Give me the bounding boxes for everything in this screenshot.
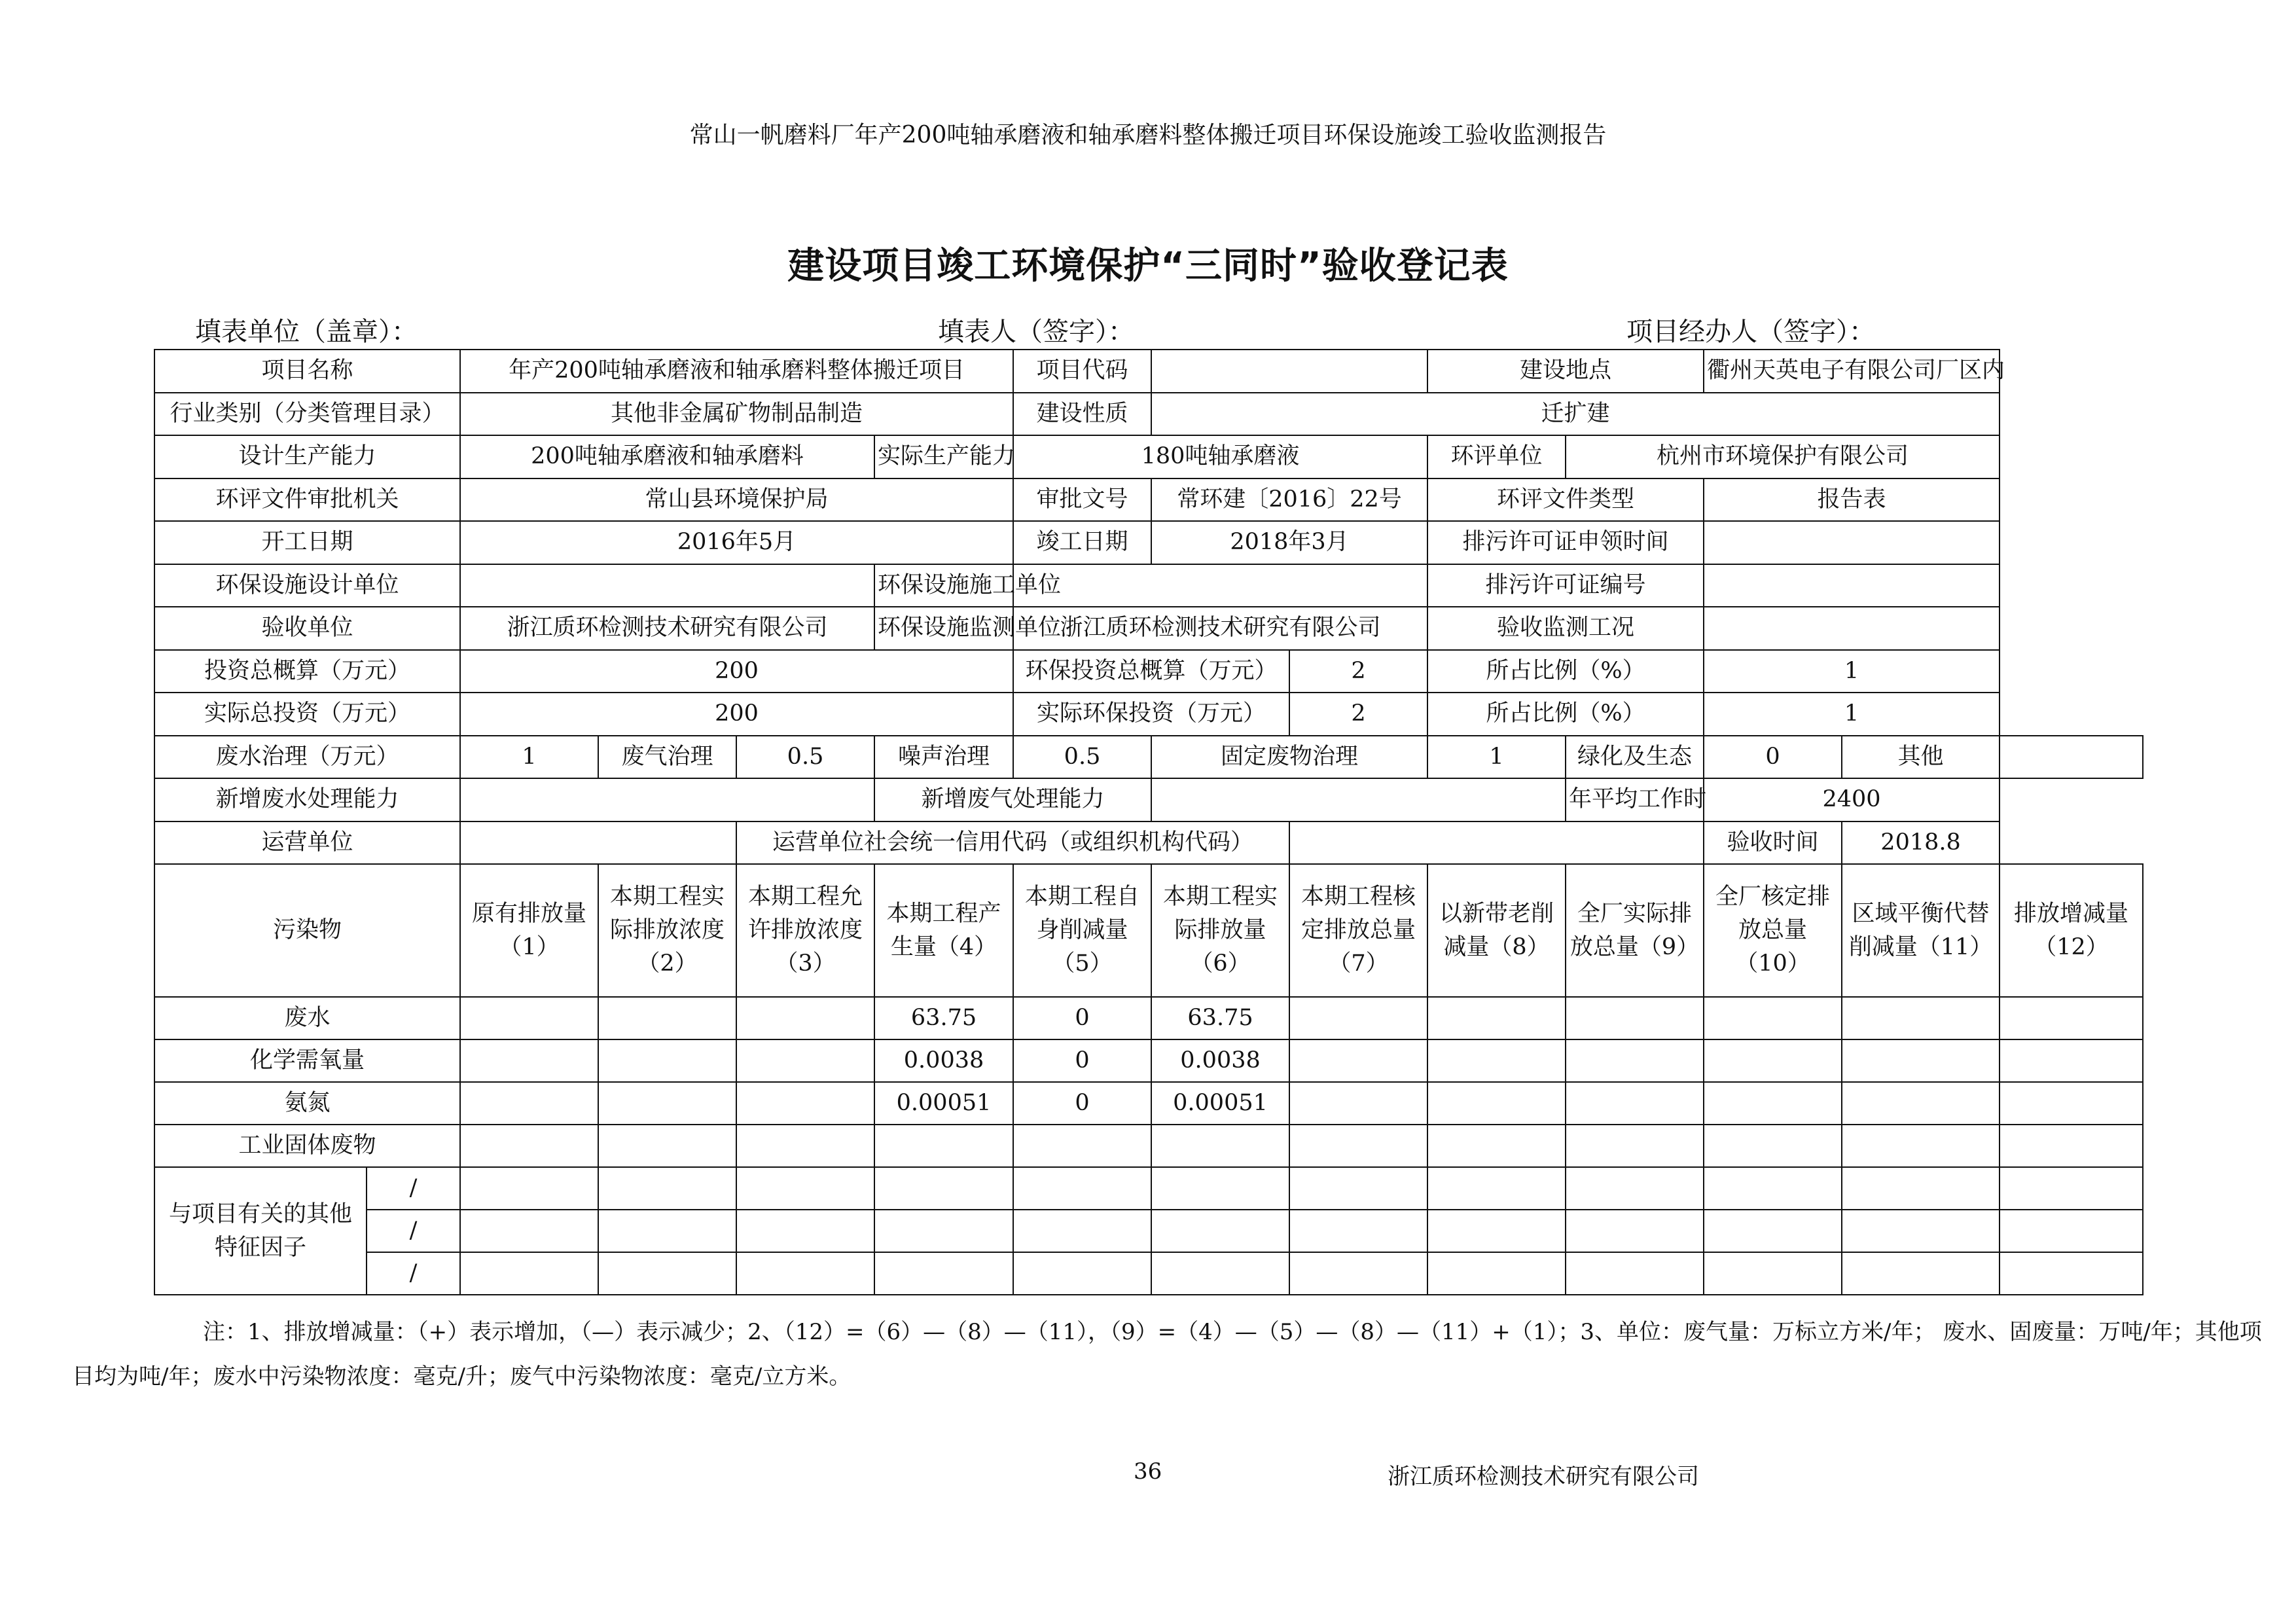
pollutant-name: 工业固体废物 — [154, 1125, 460, 1167]
factor-row — [154, 1167, 2143, 1210]
industry-value: 其他非金属矿物制品制造 — [460, 393, 1013, 436]
acceptance-unit-value: 浙江质环检测技术研究有限公司 — [460, 607, 874, 650]
pollutant-row — [154, 997, 2143, 1039]
nature-label: 建设性质 — [1013, 393, 1151, 436]
pollutant-value: 0.00051 — [1151, 1082, 1289, 1125]
other-factors-label: 与项目有关的其他特征因子 — [154, 1167, 367, 1295]
table-row — [154, 435, 2143, 478]
total-budget-label: 投资总概算（万元） — [154, 650, 460, 693]
table-note: 注：1、排放增减量：（+）表示增加，（—）表示减少；2、（12）=（6）—（8）—（11），（9）=（4）—（5）—（8）—（11）+（1）；3、单位：废气量：万标立方米/年； 废水、固废量：万吨/年；其他项目均为吨/年；废水中污染物浓度：毫克/升；废气中污染物浓度：毫克/立方米。 — [72, 1319, 2262, 1390]
pollutant-col-3: 本期工程允许排放浓度（3） — [736, 864, 874, 997]
pollutant-value — [598, 997, 736, 1039]
new-gas-cap-label: 新增废气处理能力 — [874, 778, 1151, 821]
factor-value — [1842, 1167, 2000, 1210]
factor-value — [736, 1210, 874, 1252]
pollutant-value — [736, 1039, 874, 1082]
pollutant-value — [2000, 997, 2143, 1039]
factor-value — [1427, 1167, 1566, 1210]
factor-row — [154, 1210, 2143, 1252]
ratio-actual-value: 1 — [1704, 693, 2000, 736]
approval-no-label: 审批文号 — [1013, 478, 1151, 522]
factor-value — [1566, 1210, 1704, 1252]
pollutant-value — [1289, 997, 1427, 1039]
pollutant-name: 化学需氧量 — [154, 1039, 460, 1082]
pollutant-value — [2000, 1125, 2143, 1167]
permit-time-label: 排污许可证申领时间 — [1427, 521, 1704, 564]
location-label: 建设地点 — [1427, 350, 1704, 393]
pollutant-value — [1013, 1125, 1151, 1167]
pollutant-value: 0 — [1013, 1039, 1151, 1082]
pollutant-col-6: 本期工程实际排放量（6） — [1151, 864, 1289, 997]
pollutant-name: 废水 — [154, 997, 460, 1039]
factor-value — [598, 1252, 736, 1295]
pollutant-col-4: 本期工程产生量（4） — [874, 864, 1013, 997]
factor-value — [460, 1167, 598, 1210]
approval-authority-value: 常山县环境保护局 — [460, 478, 1013, 522]
pollutant-value — [1566, 1125, 1704, 1167]
factor-value — [1151, 1210, 1289, 1252]
factor-value — [1566, 1167, 1704, 1210]
pollutant-value — [1842, 1125, 2000, 1167]
new-gas-cap-value — [1151, 778, 1566, 821]
pollutant-col-2: 本期工程实际排放浓度（2） — [598, 864, 736, 997]
factor-value — [874, 1167, 1013, 1210]
pollutant-value — [874, 1125, 1013, 1167]
pollutant-value — [1151, 1125, 1289, 1167]
factor-value — [460, 1252, 598, 1295]
acceptance-time-label: 验收时间 — [1704, 821, 1842, 865]
actual-capacity-value: 180吨轴承磨液 — [1013, 435, 1427, 478]
pollutant-row — [154, 1039, 2143, 1082]
construction-unit-value — [1013, 564, 1427, 607]
env-actual-label: 实际环保投资（万元） — [1013, 693, 1289, 736]
pollutant-value — [1427, 1125, 1566, 1167]
location-value: 衢州天英电子有限公司厂区内 — [1704, 350, 2000, 393]
factor-value — [1427, 1252, 1566, 1295]
total-actual-label: 实际总投资（万元） — [154, 693, 460, 736]
pollutant-value — [460, 997, 598, 1039]
eia-unit-label: 环评单位 — [1427, 435, 1566, 478]
pollutant-col-8: 以新带老削减量（8） — [1427, 864, 1566, 997]
ratio-budget-value: 1 — [1704, 650, 2000, 693]
pollutant-col-7: 本期工程核定排放总量（7） — [1289, 864, 1427, 997]
monitoring-unit-value: 浙江质环检测技术研究有限公司 — [1013, 607, 1427, 650]
signature-unit-label: 填表单位（盖章）： — [195, 317, 418, 347]
pollutant-value: 0.0038 — [1151, 1039, 1289, 1082]
factor-value — [1013, 1252, 1151, 1295]
factor-value — [598, 1210, 736, 1252]
start-date-label: 开工日期 — [154, 521, 460, 564]
project-name-value: 年产200吨轴承磨液和轴承磨料整体搬迁项目 — [460, 350, 1013, 393]
pollutant-value — [1704, 1082, 1842, 1125]
table-row — [154, 393, 2143, 436]
pollutant-value — [460, 1082, 598, 1125]
pollutant-value — [1566, 1039, 1704, 1082]
factor-value — [1013, 1167, 1151, 1210]
table-row — [154, 778, 2143, 821]
project-name-label: 项目名称 — [154, 350, 460, 393]
construction-unit-label: 环保设施施工单位 — [874, 564, 1013, 607]
page-title: 建设项目竣工环境保护“三同时”验收登记表 — [787, 245, 1509, 287]
project-code-label: 项目代码 — [1013, 350, 1151, 393]
gas-treat-value: 0.5 — [736, 736, 874, 779]
table-row — [154, 564, 2143, 607]
factor-value — [460, 1210, 598, 1252]
factor-value — [1704, 1167, 1842, 1210]
pollutant-value: 63.75 — [874, 997, 1013, 1039]
factor-value — [1013, 1210, 1151, 1252]
factor-value — [598, 1167, 736, 1210]
pollutant-value — [1842, 1082, 2000, 1125]
report-header: 常山一帆磨料厂年产200吨轴承磨液和轴承磨料整体搬迁项目环保设施竣工验收监测报告 — [689, 122, 1607, 149]
pollutant-value — [1289, 1125, 1427, 1167]
factor-value — [1704, 1210, 1842, 1252]
env-budget-label: 环保投资总概算（万元） — [1013, 650, 1289, 693]
operator-value — [460, 821, 736, 865]
pollutant-body — [154, 997, 2143, 1167]
signature-manager-label: 项目经办人（签字）： — [1626, 317, 1875, 347]
pollutant-col-12: 排放增减量（12） — [2000, 864, 2143, 997]
design-unit-label: 环保设施设计单位 — [154, 564, 460, 607]
acceptance-time-value: 2018.8 — [1842, 821, 2000, 865]
pollutant-value — [2000, 1082, 2143, 1125]
pollutant-col-1: 原有排放量（1） — [460, 864, 598, 997]
solid-treat-value: 1 — [1427, 736, 1566, 779]
annual-hours-label: 年平均工作时 — [1566, 778, 1704, 821]
monitoring-condition-value — [1704, 607, 2000, 650]
design-capacity-value: 200吨轴承磨液和轴承磨料 — [460, 435, 874, 478]
factor-value — [2000, 1210, 2143, 1252]
pollutant-value — [598, 1082, 736, 1125]
env-actual-value: 2 — [1289, 693, 1427, 736]
permit-time-value — [1704, 521, 2000, 564]
ratio-budget-label: 所占比例（%） — [1427, 650, 1704, 693]
page-number: 36 — [1134, 1458, 1162, 1485]
greening-label: 绿化及生态 — [1566, 736, 1704, 779]
pollutant-value — [598, 1039, 736, 1082]
actual-capacity-label: 实际生产能力 — [874, 435, 1013, 478]
pollutant-value — [736, 1125, 874, 1167]
table-row — [154, 521, 2143, 564]
table-row — [154, 821, 2143, 865]
pollutant-value — [1842, 1039, 2000, 1082]
monitoring-condition-label: 验收监测工况 — [1427, 607, 1704, 650]
factor-value — [2000, 1167, 2143, 1210]
industry-label: 行业类别（分类管理目录） — [154, 393, 460, 436]
factor-value — [1289, 1167, 1427, 1210]
pollutant-row — [154, 1082, 2143, 1125]
factor-value — [874, 1252, 1013, 1295]
pollutant-value — [1427, 1039, 1566, 1082]
pollutant-value — [460, 1039, 598, 1082]
design-unit-value — [460, 564, 874, 607]
other-value — [2000, 736, 2143, 779]
footer-company: 浙江质环检测技术研究有限公司 — [1388, 1464, 1699, 1490]
pollutant-value — [1842, 997, 2000, 1039]
solid-treat-label: 固定废物治理 — [1151, 736, 1427, 779]
total-budget-value: 200 — [460, 650, 1013, 693]
pollutant-value — [1427, 997, 1566, 1039]
pollutant-name: 氨氮 — [154, 1082, 460, 1125]
pollutant-value — [1427, 1082, 1566, 1125]
factor-row — [154, 1252, 2143, 1295]
greening-value: 0 — [1704, 736, 1842, 779]
pollutant-header: 污染物 — [154, 864, 460, 997]
table-row — [154, 607, 2143, 650]
operator-label: 运营单位 — [154, 821, 460, 865]
pollutant-col-11: 区域平衡代替削减量（11） — [1842, 864, 2000, 997]
pollutant-value — [2000, 1039, 2143, 1082]
credit-code-value — [1289, 821, 1704, 865]
pollutant-value — [460, 1125, 598, 1167]
project-code-value — [1151, 350, 1427, 393]
pollutant-value — [736, 1082, 874, 1125]
new-water-cap-label: 新增废水处理能力 — [154, 778, 460, 821]
finish-date-value: 2018年3月 — [1151, 521, 1427, 564]
env-budget-value: 2 — [1289, 650, 1427, 693]
pollutant-value: 63.75 — [1151, 997, 1289, 1039]
factor-value — [736, 1167, 874, 1210]
other-label: 其他 — [1842, 736, 2000, 779]
nature-value: 迁扩建 — [1151, 393, 2000, 436]
pollutant-value — [598, 1125, 736, 1167]
approval-authority-label: 环评文件审批机关 — [154, 478, 460, 522]
factor-value — [1704, 1252, 1842, 1295]
ratio-actual-label: 所占比例（%） — [1427, 693, 1704, 736]
other-factors-body — [154, 1167, 2143, 1295]
factor-value — [2000, 1252, 2143, 1295]
factor-value — [1151, 1167, 1289, 1210]
pollutant-value — [1704, 1125, 1842, 1167]
table-row — [154, 350, 2143, 393]
signature-filler-label: 填表人（签字）： — [938, 317, 1134, 347]
new-water-cap-value — [460, 778, 874, 821]
pollutant-value — [1289, 1082, 1427, 1125]
permit-no-value — [1704, 564, 2000, 607]
design-capacity-label: 设计生产能力 — [154, 435, 460, 478]
pollutant-value: 0.0038 — [874, 1039, 1013, 1082]
eia-type-value: 报告表 — [1704, 478, 2000, 522]
pollutant-value — [1566, 997, 1704, 1039]
pollutant-header-row — [154, 864, 2143, 997]
factor-value — [1289, 1252, 1427, 1295]
factor-value — [1289, 1210, 1427, 1252]
wastewater-treat-label: 废水治理（万元） — [154, 736, 460, 779]
factor-name: / — [367, 1252, 460, 1295]
pollutant-value — [1566, 1082, 1704, 1125]
start-date-value: 2016年5月 — [460, 521, 1013, 564]
annual-hours-value: 2400 — [1704, 778, 2000, 821]
monitoring-unit-label: 环保设施监测单位 — [874, 607, 1013, 650]
factor-value — [1842, 1210, 2000, 1252]
pollutant-value — [1704, 1039, 1842, 1082]
eia-unit-value: 杭州市环境保护有限公司 — [1566, 435, 2000, 478]
table-row — [154, 693, 2143, 736]
factor-name: / — [367, 1210, 460, 1252]
table-row — [154, 736, 2143, 779]
pollutant-value: 0 — [1013, 997, 1151, 1039]
permit-no-label: 排污许可证编号 — [1427, 564, 1704, 607]
pollutant-value — [736, 997, 874, 1039]
pollutant-col-10: 全厂核定排放总量（10） — [1704, 864, 1842, 997]
credit-code-label: 运营单位社会统一信用代码（或组织机构代码） — [736, 821, 1289, 865]
pollutant-value — [1704, 997, 1842, 1039]
noise-treat-value: 0.5 — [1013, 736, 1151, 779]
registration-table — [154, 349, 2144, 1295]
factor-name: / — [367, 1167, 460, 1210]
factor-value — [736, 1252, 874, 1295]
pollutant-value — [1289, 1039, 1427, 1082]
gas-treat-label: 废气治理 — [598, 736, 736, 779]
noise-treat-label: 噪声治理 — [874, 736, 1013, 779]
pollutant-row — [154, 1125, 2143, 1167]
pollutant-col-5: 本期工程自身削减量（5） — [1013, 864, 1151, 997]
total-actual-value: 200 — [460, 693, 1013, 736]
pollutant-col-9: 全厂实际排放总量（9） — [1566, 864, 1704, 997]
wastewater-treat-value: 1 — [460, 736, 598, 779]
finish-date-label: 竣工日期 — [1013, 521, 1151, 564]
factor-value — [1427, 1210, 1566, 1252]
eia-type-label: 环评文件类型 — [1427, 478, 1704, 522]
table-row — [154, 650, 2143, 693]
acceptance-unit-label: 验收单位 — [154, 607, 460, 650]
pollutant-value: 0.00051 — [874, 1082, 1013, 1125]
factor-value — [1151, 1252, 1289, 1295]
factor-value — [1566, 1252, 1704, 1295]
pollutant-value: 0 — [1013, 1082, 1151, 1125]
factor-value — [1842, 1252, 2000, 1295]
factor-value — [874, 1210, 1013, 1252]
table-row — [154, 478, 2143, 522]
approval-no-value: 常环建〔2016〕22号 — [1151, 478, 1427, 522]
